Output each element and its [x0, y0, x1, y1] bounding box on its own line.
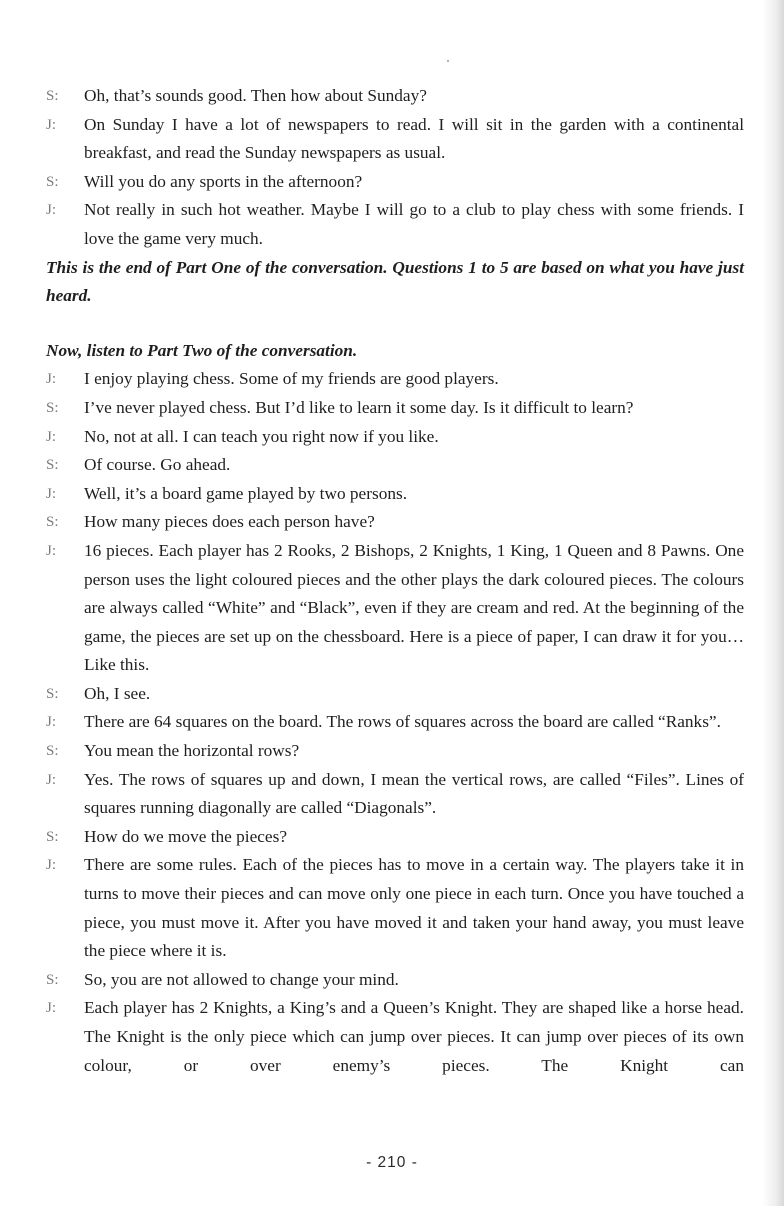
dialogue-line — [46, 708, 744, 737]
dialogue-text: So, you are not allowed to change your mind. — [84, 969, 399, 989]
dialogue-text: There are 64 squares on the board. The rows of squares across the board are called “Ranks”. — [84, 712, 721, 732]
page-number: - 210 - — [366, 1154, 418, 1171]
dialogue-line — [46, 680, 744, 709]
dialogue-line — [46, 537, 744, 680]
part-two-heading: Now, listen to Part Two of the conversation. — [46, 340, 358, 360]
dialogue-line — [46, 480, 744, 509]
speaker-label: S: — [46, 971, 59, 988]
dialogue-line — [46, 451, 744, 480]
speaker-label: S: — [46, 457, 59, 474]
speaker-label: J: — [46, 202, 57, 219]
dialogue-line — [46, 111, 744, 168]
speaker-label: J: — [46, 542, 57, 559]
section-gap — [46, 311, 744, 337]
scan-speck — [447, 60, 449, 62]
speaker-label: S: — [46, 685, 59, 702]
dialogue-text: On Sunday I have a lot of newspapers to read. I will sit in the garden with a continental breakfast, and read the Sunday newspapers as usual. — [84, 114, 744, 163]
dialogue-text: Of course. Go ahead. — [84, 455, 231, 475]
dialogue-text: Well, it’s a board game played by two persons. — [84, 483, 408, 503]
dialogue-text: Yes. The rows of squares up and down, I mean the vertical rows, are called “Files”. Lines of squares running diagonally are called “Diagonals”. — [84, 769, 744, 818]
dialogue-line — [46, 394, 744, 423]
dialogue-line — [46, 196, 744, 253]
speaker-label: S: — [46, 514, 59, 531]
speaker-label: J: — [46, 428, 57, 445]
dialogue-text: You mean the horizontal rows? — [84, 741, 300, 761]
dialogue-text: Oh, that’s sounds good. Then how about Sunday? — [84, 86, 427, 105]
speaker-label: J: — [46, 771, 57, 788]
transcript-body — [46, 82, 744, 1080]
speaker-label: S: — [46, 88, 59, 104]
dialogue-text: I enjoy playing chess. Some of my friends are good players. — [84, 369, 499, 389]
dialogue-line — [46, 851, 744, 965]
speaker-label: J: — [46, 485, 57, 502]
speaker-label: S: — [46, 743, 59, 760]
dialogue-text: There are some rules. Each of the pieces has to move in a certain way. The players take it in turns to move their pieces and can move only one piece in each turn. Once you have touched a piece, you must move it. After you have moved it and taken your hand away, you must leave the piece where it is. — [84, 855, 744, 961]
dialogue-text: I’ve never played chess. But I’d like to learn it some day. Is it difficult to learn? — [84, 397, 634, 417]
dialogue-text: Each player has 2 Knights, a King’s and a Queen’s Knight. They are shaped like a horse head. The Knight is the only piece which can jump over pieces. It can jump over pieces of its own colour, or over enemy’s pieces. The Knight can — [84, 998, 744, 1075]
dialogue-line — [46, 966, 744, 995]
dialogue-text: 16 pieces. Each player has 2 Rooks, 2 Bishops, 2 Knights, 1 King, 1 Queen and 8 Pawns. One person uses the light coloured pieces and the other plays the dark coloured pieces. The colours are always called “White” and “Black”, even if they are cream and red. At the beginning of the game, the pieces are set up on the chessboard. Here is a piece of paper, I can draw it for you… Like this. — [84, 540, 744, 675]
dialogue-line — [46, 82, 744, 111]
speaker-label: S: — [46, 828, 59, 845]
end-of-part-one-instruction: This is the end of Part One of the conversation. Questions 1 to 5 are based on what you have just heard. — [46, 257, 744, 306]
dialogue-text: No, not at all. I can teach you right now if you like. — [84, 426, 439, 446]
dialogue-line — [46, 994, 744, 1080]
dialogue-line — [46, 168, 744, 197]
speaker-label: S: — [46, 173, 59, 190]
dialogue-text: Not really in such hot weather. Maybe I will go to a club to play chess with some friends. I love the game very much. — [84, 200, 744, 248]
dialogue-text: Will you do any sports in the afternoon? — [84, 171, 363, 191]
speaker-label: S: — [46, 399, 59, 416]
dialogue-line — [46, 766, 744, 823]
speaker-label: J: — [46, 857, 57, 874]
dialogue-text: Oh, I see. — [84, 683, 151, 703]
dialogue-line — [46, 508, 744, 537]
dialogue-line — [46, 823, 744, 852]
dialogue-line — [46, 423, 744, 452]
dialogue-text: How many pieces does each person have? — [84, 512, 375, 532]
speaker-label: J: — [46, 371, 57, 388]
page-edge-shadow — [762, 0, 784, 1206]
speaker-label: J: — [46, 714, 57, 731]
dialogue-line — [46, 365, 744, 394]
speaker-label: J: — [46, 1000, 57, 1017]
dialogue-line — [46, 737, 744, 766]
dialogue-text: How do we move the pieces? — [84, 826, 287, 846]
speaker-label: J: — [46, 116, 57, 133]
